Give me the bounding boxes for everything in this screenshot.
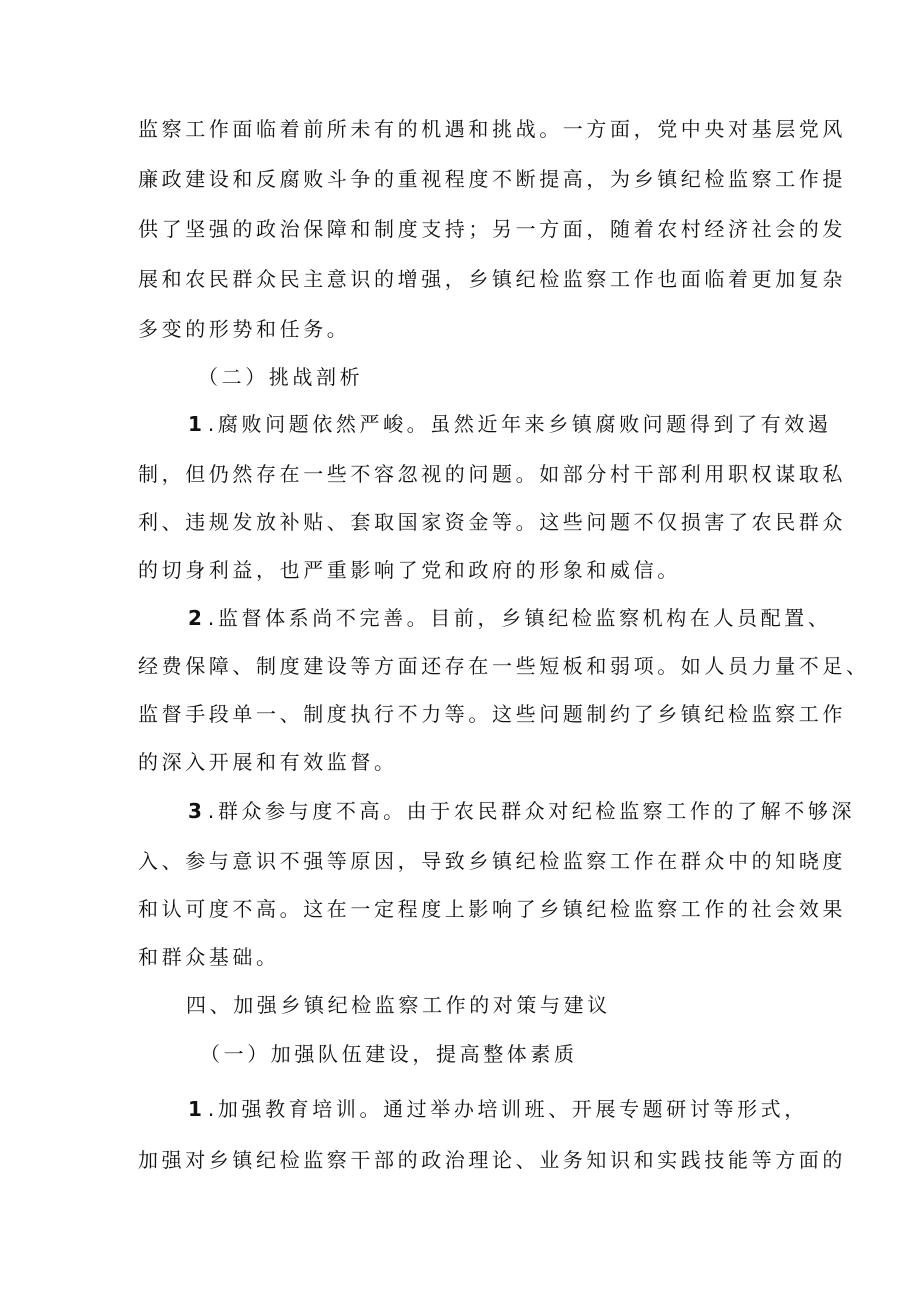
paragraph-line: 入、参与意识不强等原因，导致乡镇纪检监察工作在群众中的知晓度 <box>138 849 846 873</box>
list-item-text: .加强教育培训。通过举办培训班、开展专题研讨等形式， <box>207 1097 808 1121</box>
list-item-number: 2 <box>188 606 208 630</box>
paragraph-line: 和群众基础。 <box>138 945 280 969</box>
paragraph-line: 监察工作面临着前所未有的机遇和挑战。一方面，党中央对基层党风 <box>138 117 846 141</box>
section-heading-four: 四、加强乡镇纪检监察工作的对策与建议 <box>186 993 611 1017</box>
paragraph-line: 利、违规发放补贴、套取国家资金等。这些问题不仅损害了农民群众 <box>138 510 846 534</box>
paragraph-line: 廉政建设和反腐败斗争的重视程度不断提高，为乡镇纪检监察工作提 <box>138 167 846 191</box>
paragraph-line: 多变的形势和任务。 <box>138 317 351 341</box>
paragraph-line: 监督手段单一、制度执行不力等。这些问题制约了乡镇纪检监察工作 <box>138 702 846 726</box>
paragraph-line: 展和农民群众民主意识的增强，乡镇纪检监察工作也面临着更加复杂 <box>138 267 846 291</box>
list-item-first-line <box>188 1097 838 1121</box>
list-item-first-line <box>188 412 838 436</box>
list-item-first-line <box>188 799 856 823</box>
paragraph-line: 的切身利益，也严重影响了党和政府的形象和威信。 <box>138 558 681 582</box>
list-item-text: .腐败问题依然严峻。虽然近年来乡镇腐败问题得到了有效遏 <box>207 412 832 436</box>
paragraph-line: 加强对乡镇纪检监察干部的政治理论、业务知识和实践技能等方面的 <box>138 1148 846 1172</box>
list-item-number: 1 <box>188 412 208 436</box>
section-heading-challenges: （二）挑战剖析 <box>198 365 364 389</box>
list-item-text: .群众参与度不高。由于农民群众对纪检监察工作的了解不够深 <box>207 799 856 823</box>
section-heading-team: （一）加强队伍建设，提高整体素质 <box>200 1042 578 1066</box>
paragraph-line: 经费保障、制度建设等方面还存在一些短板和弱项。如人员力量不足、 <box>138 654 870 678</box>
paragraph-line: 的深入开展和有效监督。 <box>138 750 398 774</box>
list-item-number: 1 <box>188 1097 208 1121</box>
list-item-number: 3 <box>188 799 208 823</box>
paragraph-line: 供了坚强的政治保障和制度支持；另一方面，随着农村经济社会的发 <box>138 217 846 241</box>
paragraph-line: 和认可度不高。这在一定程度上影响了乡镇纪检监察工作的社会效果 <box>138 897 846 921</box>
paragraph-line: 制，但仍然存在一些不容忽视的问题。如部分村干部利用职权谋取私 <box>138 462 846 486</box>
list-item-first-line <box>188 606 838 630</box>
list-item-text: .监督体系尚不完善。目前，乡镇纪检监察机构在人员配置、 <box>207 606 832 630</box>
